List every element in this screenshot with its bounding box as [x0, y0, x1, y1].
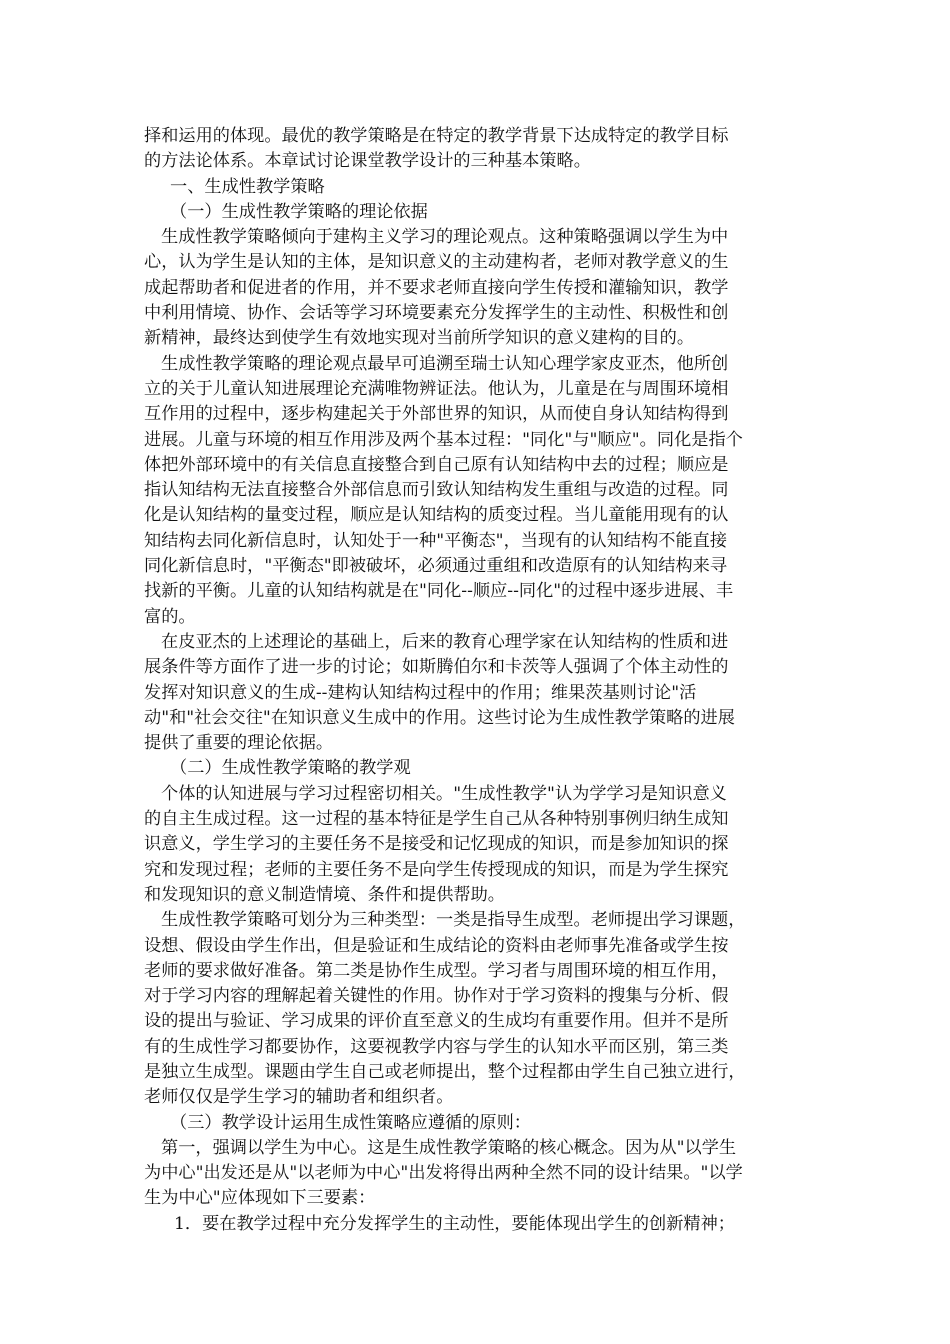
- text-line: 生为中心"应体现如下三要素：: [144, 1188, 376, 1209]
- text-line: 一、生成性教学策略: [170, 176, 325, 197]
- text-line: 中利用情境、协作、会话等学习环境要素充分发挥学生的主动性、积极性和创: [144, 303, 729, 324]
- text-line: （一）生成性教学策略的理论依据: [170, 201, 428, 222]
- text-line: 动"和"社会交往"在知识意义生成中的作用。这些讨论为生成性教学策略的进展: [144, 707, 735, 728]
- text-line: 是独立生成型。课题由学生自己或老师提出，整个过程都由学生自己独立进行，: [144, 1061, 746, 1082]
- text-line: 究和发现过程；老师的主要任务不是向学生传授现成的知识，而是为学生探究: [144, 859, 729, 880]
- text-line: 设的提出与验证、学习成果的评价直至意义的生成均有重要作用。但并不是所: [144, 1011, 729, 1032]
- text-line: 有的生成性学习都要协作，这要视教学内容与学生的认知水平而区别，第三类: [144, 1036, 729, 1057]
- text-line: 成起帮助者和促进者的作用，并不要求老师直接向学生传授和灌输知识，教学: [144, 277, 729, 298]
- text-line: 和发现知识的意义制造情境、条件和提供帮助。: [144, 884, 505, 905]
- text-line: 生成性教学策略倾向于建构主义学习的理论观点。这种策略强调以学生为中: [161, 227, 729, 248]
- text-line: 体把外部环境中的有关信息直接整合到自己原有认知结构中去的过程；顺应是: [144, 454, 729, 475]
- text-line: 同化新信息时，"平衡态"即被破坏，必须通过重组和改造原有的认知结构来寻: [144, 556, 728, 577]
- text-line: 发挥对知识意义的生成--建构认知结构过程中的作用；维果茨基则讨论"活: [144, 682, 697, 703]
- text-line: 指认知结构无法直接整合外部信息而引致认知结构发生重组与改造的过程。同: [144, 480, 729, 501]
- text-line: 生成性教学策略的理论观点最早可追溯至瑞士认知心理学家皮亚杰，他所创: [161, 353, 729, 374]
- text-line: 为中心"出发还是从"以老师为中心"出发将得出两种全然不同的设计结果。"以学: [144, 1163, 743, 1184]
- text-line: （三）教学设计运用生成性策略应遵循的原则：: [170, 1112, 531, 1133]
- text-line: 个体的认知进展与学习过程密切相关。"生成性教学"认为学学习是知识意义: [161, 783, 727, 804]
- text-line: 设想、假设由学生作出，但是验证和生成结论的资料由老师事先准备或学生按: [144, 935, 729, 956]
- text-line: 提供了重要的理论依据。: [144, 733, 334, 754]
- text-line: 的自主生成过程。这一过程的基本特征是学生自己从各种特别事例归纳生成知: [144, 809, 729, 830]
- text-line: 老师的要求做好准备。第二类是协作生成型。学习者与周围环境的相互作用，: [144, 960, 729, 981]
- text-line: 老师仅仅是学生学习的辅助者和组织者。: [144, 1087, 454, 1108]
- text-line: 1．要在教学过程中充分发挥学生的主动性，要能体现出学生的创新精神；: [174, 1213, 735, 1234]
- text-line: 在皮亚杰的上述理论的基础上，后来的教育心理学家在认知结构的性质和进: [161, 631, 729, 652]
- text-line: 富的。: [144, 606, 196, 627]
- text-line: 进展。儿童与环境的相互作用涉及两个基本过程："同化"与"顺应"。同化是指个: [144, 429, 743, 450]
- text-line: 对于学习内容的理解起着关键性的作用。协作对于学习资料的搜集与分析、假: [144, 986, 729, 1007]
- text-line: 互作用的过程中，逐步构建起关于外部世界的知识，从而使自身认知结构得到: [144, 404, 729, 425]
- text-line: 择和运用的体现。最优的教学策略是在特定的教学背景下达成特定的教学目标: [144, 126, 729, 146]
- text-line: 第一，强调以学生为中心。这是生成性教学策略的核心概念。因为从"以学生: [161, 1137, 737, 1158]
- text-line: 新精神，最终达到使学生有效地实现对当前所学知识的意义建构的目的。: [144, 328, 695, 349]
- text-line: 立的关于儿童认知进展理论充满唯物辨证法。他认为，儿童是在与周围环境相: [144, 378, 729, 399]
- text-line: 生成性教学策略可划分为三种类型：一类是指导生成型。老师提出学习课题，: [161, 910, 746, 931]
- text-line: 找新的平衡。儿童的认知结构就是在"同化--顺应--同化"的过程中逐步进展、丰: [144, 581, 734, 602]
- text-line: 化是认知结构的量变过程，顺应是认知结构的质变过程。当儿童能用现有的认: [144, 505, 729, 526]
- text-line: 展条件等方面作了进一步的讨论；如斯腾伯尔和卡茨等人强调了个体主动性的: [144, 657, 729, 678]
- text-line: 的方法论体系。本章试讨论课堂教学设计的三种基本策略。: [144, 151, 591, 172]
- document-page: [144, 124, 820, 1237]
- text-line: 识意义，学生学习的主要任务不是接受和记忆现成的知识，而是参加知识的探: [144, 834, 729, 855]
- text-line: （二）生成性教学策略的教学观: [170, 758, 411, 779]
- text-line: 知结构去同化新信息时，认知处于一种"平衡态"，当现有的认知结构不能直接: [144, 530, 728, 551]
- text-line: 心，认为学生是认知的主体，是知识意义的主动建构者，老师对教学意义的生: [144, 252, 729, 273]
